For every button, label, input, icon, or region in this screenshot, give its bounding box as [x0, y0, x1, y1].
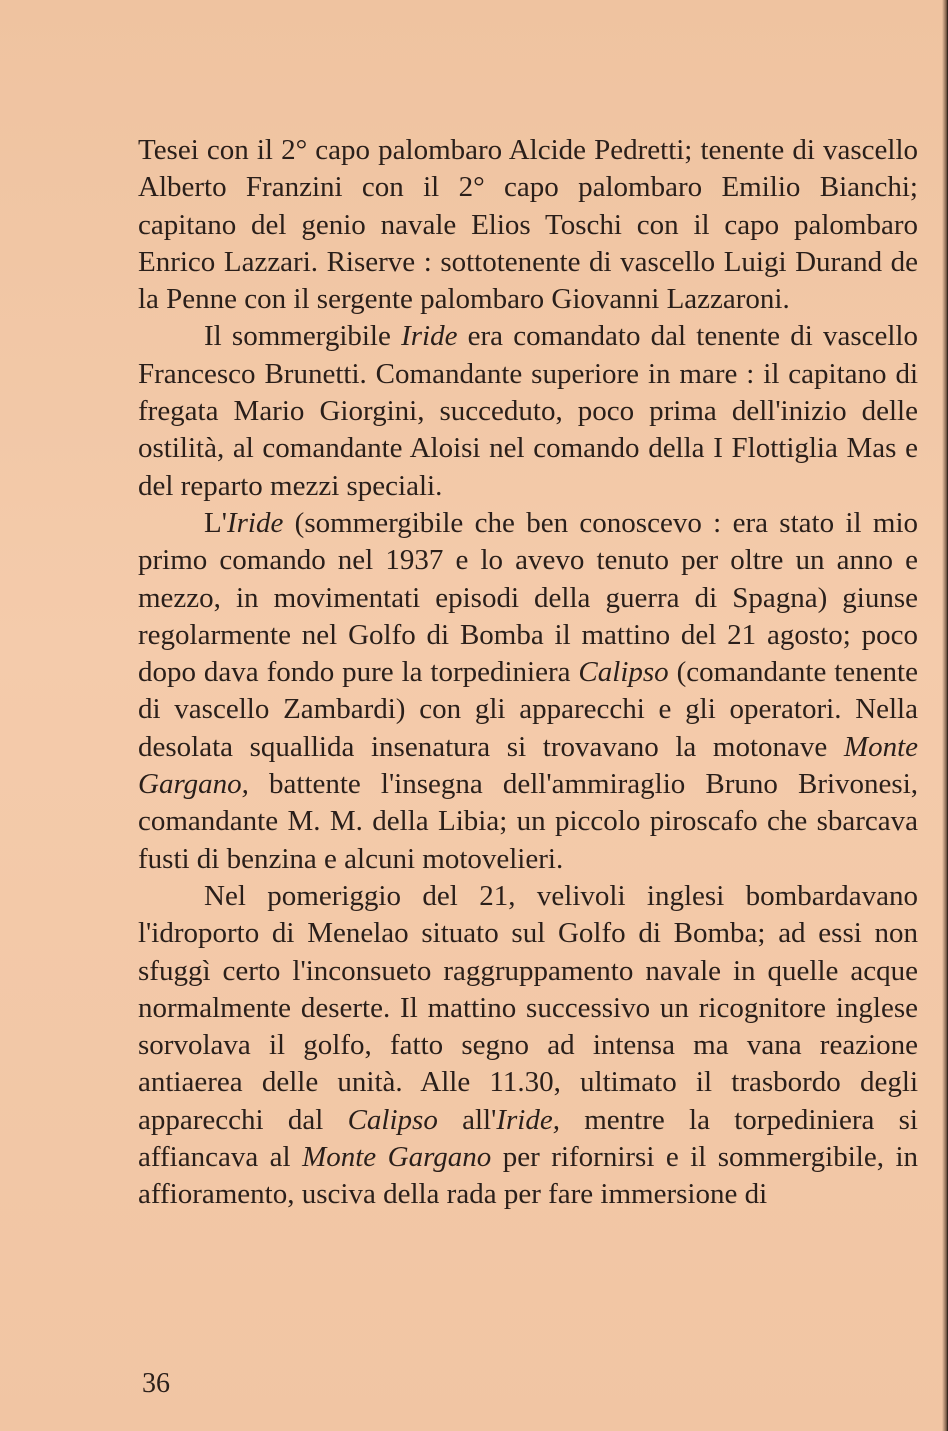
paragraph-1	[138, 132, 918, 318]
paragraph-3-segment: (comandante tenente di vascello Zambardi) con gli apparecchi e gli operatori. Nella desolata squallida insenatura si trovavano la motonave	[138, 656, 918, 763]
paragraph-3	[138, 505, 918, 878]
paragraph-4	[138, 878, 918, 1214]
italic-ship-name: Calipso	[347, 1103, 438, 1136]
paragraph-3-segment: battente l'insegna dell'ammiraglio Bruno Brivonesi, comandante M. M. della Libia; un piccolo piroscafo che sbarcava fusti di benzina e alcuni motovelieri.	[138, 768, 918, 875]
italic-ship-name: Iride	[226, 506, 284, 539]
italic-ship-name: Iride,	[496, 1103, 560, 1136]
paragraph-2-segment: era comandato dal tenente di vascello Francesco Brunetti. Comandante superiore in mare : il capitano di fregata Mario Giorgini, succeduto, poco prima dell'inizio delle ostilità, al comandante Aloisi nel comando della I Flottiglia Mas e del reparto mezzi speciali.	[138, 320, 918, 502]
italic-ship-name: Iride	[401, 320, 458, 353]
page-number: 36	[142, 1368, 170, 1399]
italic-ship-name: Monte Gargano,	[138, 730, 918, 801]
paragraph-1-text: Tesei con il 2° capo palombaro Alcide Pedretti; tenente di vascello Alberto Franzini con il 2° capo palombaro Emilio Bianchi; capitano del genio navale Elios Toschi con il capo palombaro Enrico Lazzari. Riserve : sottotenente di vascello Luigi Durand de la Penne con il sergente palombaro Giovanni Lazzaroni.	[138, 134, 918, 316]
paragraph-3-segment: L'	[204, 506, 227, 539]
italic-ship-name: Calipso	[578, 656, 669, 689]
paragraph-2-segment: Il sommergibile	[204, 320, 402, 353]
italic-ship-name: Monte Gargano	[302, 1141, 492, 1174]
paragraph-2	[138, 318, 918, 504]
page-edge-shadow	[942, 0, 948, 1431]
paragraph-4-segment: per rifornirsi e il sommergibile, in affioramento, usciva della rada per fare immersione di	[138, 1141, 919, 1211]
paragraph-3-segment: (sommergibile che ben conoscevo : era stato il mio primo comando nel 1937 e lo avevo tenuto per oltre un anno e mezzo, in movimentati episodi della guerra di Spagna) giunse regolarmente nel Golfo di Bomba il mattino del 21 agosto; poco dopo dava fondo pure la torpediniera	[138, 506, 918, 689]
paragraph-4-segment: mentre la torpediniera si affiancava al	[138, 1103, 918, 1174]
paragraph-4-segment: all'	[437, 1103, 497, 1136]
paragraph-4-segment: Nel pomeriggio del 21, velivoli inglesi bombardavano l'idroporto di Menelao situato sul Golfo di Bomba; ad essi non sfuggì certo l'inconsueto raggruppamento navale in quelle acque normalmente deserte. Il mattino successivo un ricognitore inglese sorvolava il golfo, fatto segno ad intensa ma vana reazione antiaerea delle unità. Alle 11.30, ultimato il trasbordo degli apparecchi dal	[138, 879, 918, 1136]
body-text	[138, 132, 918, 1214]
